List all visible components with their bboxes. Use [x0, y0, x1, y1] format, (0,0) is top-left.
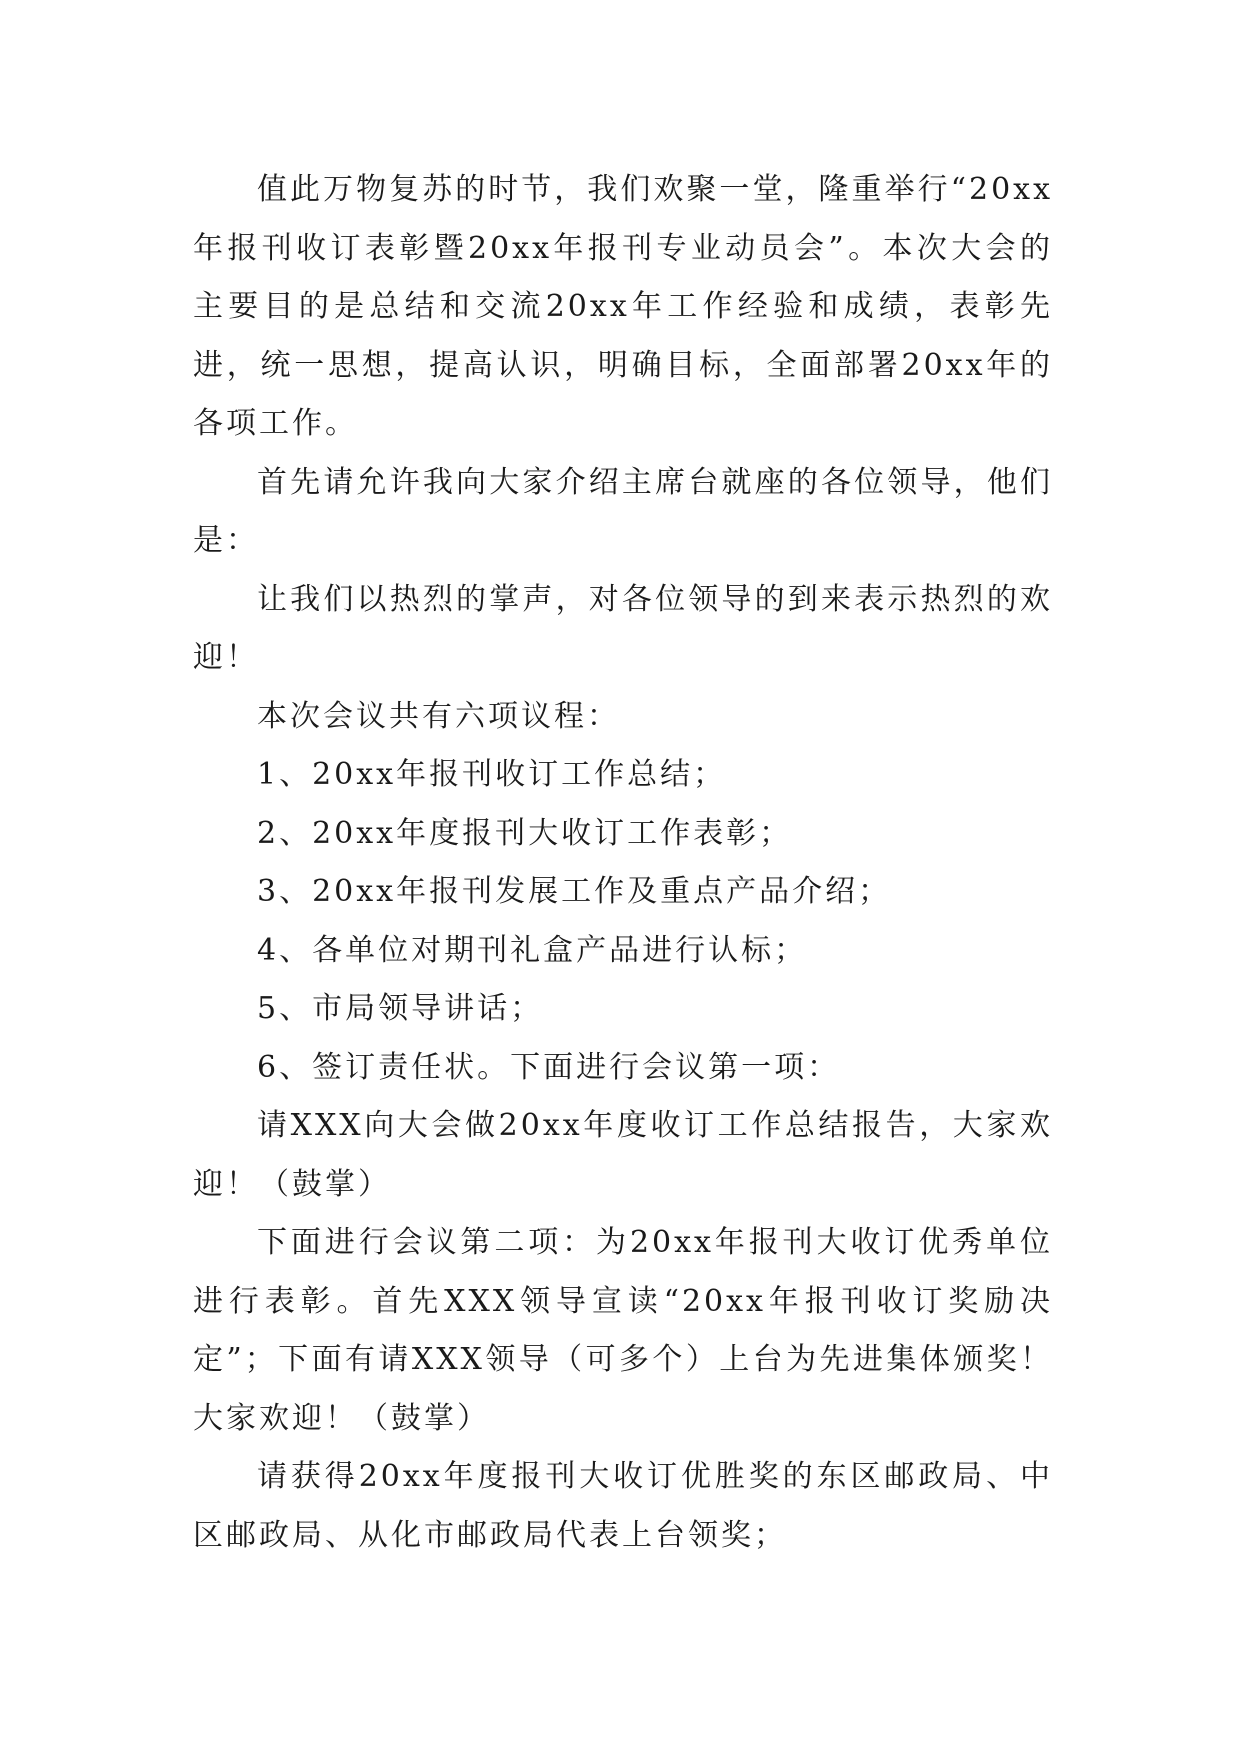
paragraph-opening: 值此万物复苏的时节，我们欢聚一堂，隆重举行“20xx年报刊收订表彰暨20xx年报刊专业动员会”。本次大会的主要目的是总结和交流20xx年工作经验和成绩，表彰先进，统一思想，提高认识，明确目标，全面部署20xx年的各项工作。	[193, 172, 1053, 441]
agenda-item-4: 4、各单位对期刊礼盒产品进行认标；	[257, 932, 808, 968]
agenda-item-3: 3、20xx年报刊发展工作及重点产品介绍；	[257, 874, 892, 909]
agenda-item-2: 2、20xx年度报刊大收订工作表彰；	[257, 815, 793, 851]
agenda-item-5: 5、市局领导讲话；	[257, 991, 544, 1026]
agenda-item-6: 6、签订责任状。下面进行会议第一项：	[257, 1049, 841, 1085]
agenda-item-1: 1、20xx年报刊收订工作总结；	[257, 757, 727, 792]
paragraph-agenda-intro: 本次会议共有六项议程：	[257, 698, 620, 734]
paragraph-introduce-leaders: 首先请允许我向大家介绍主席台就座的各位领导，他们是：	[193, 464, 1053, 558]
document-body	[193, 161, 1053, 1565]
paragraph-welcome: 让我们以热烈的掌声，对各位领导的到来表示热烈的欢迎！	[193, 581, 1053, 675]
paragraph-award: 请获得20xx年度报刊大收订优胜奖的东区邮政局、中区邮政局、从化市邮政局代表上台领奖；	[193, 1459, 1053, 1553]
paragraph-item-one: 请XXX向大会做20xx年度收订工作总结报告，大家欢迎！（鼓掌）	[193, 1108, 1053, 1202]
paragraph-item-two: 下面进行会议第二项：为20xx年报刊大收订优秀单位进行表彰。首先XXX领导宣读“20xx年报刊收订奖励决定”；下面有请XXX领导（可多个）上台为先进集体颁奖！大家欢迎！（鼓掌）	[193, 1225, 1053, 1436]
